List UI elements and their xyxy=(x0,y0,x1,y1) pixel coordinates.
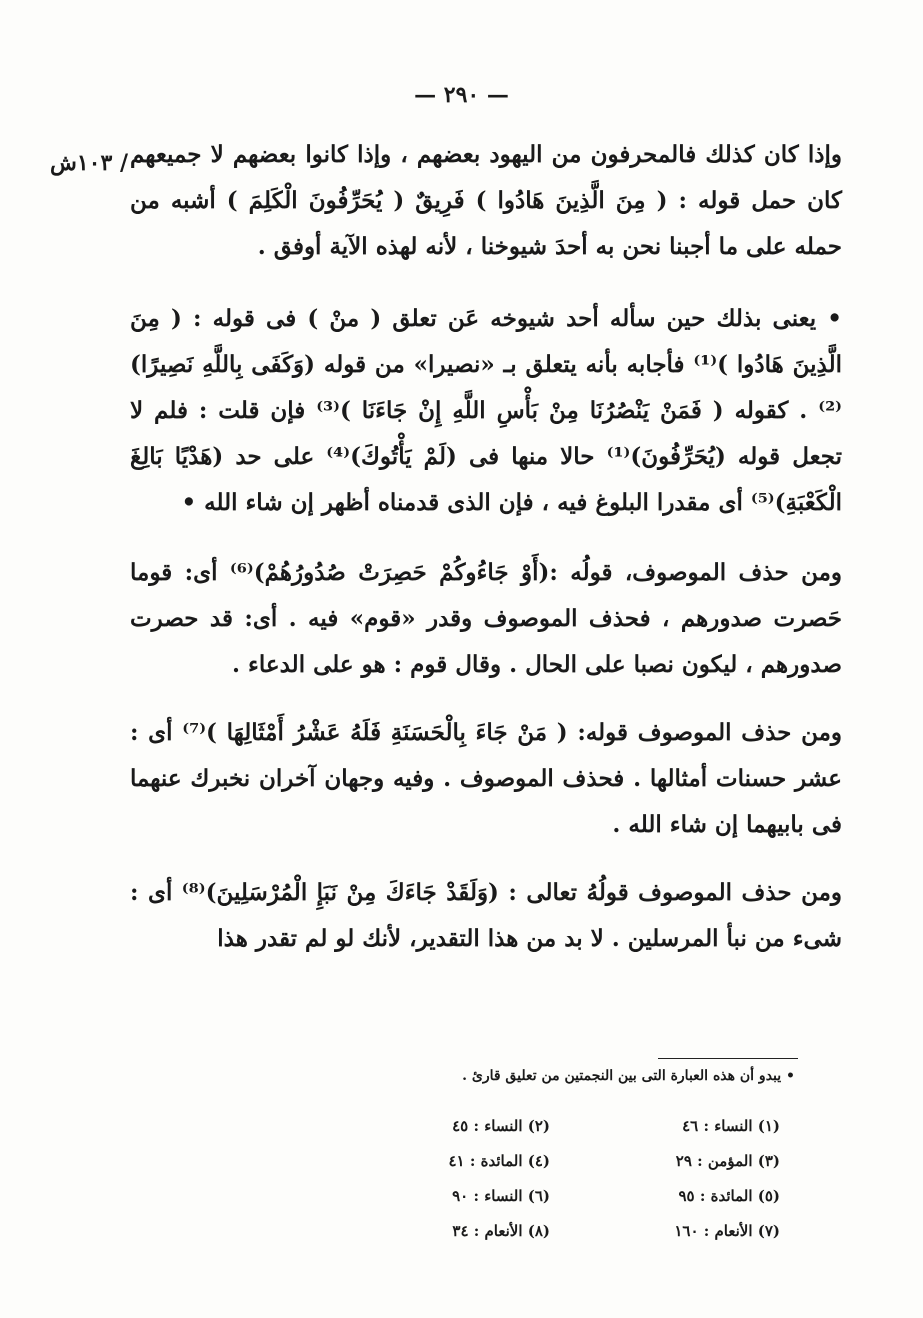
footnote-row xyxy=(320,1108,780,1143)
footnote-entry: (٧) الأنعام : ١٦٠ xyxy=(674,1221,780,1240)
page-number: — ٢٩٠ — xyxy=(414,82,509,108)
footnote-entry: (٣) المؤمن : ٢٩ xyxy=(675,1151,780,1170)
footnote-row xyxy=(320,1143,780,1178)
margin-reference-note: / ١٠٣ش xyxy=(50,150,129,176)
paragraph: • يعنى بذلك حين سأله أحد شيوخه عَن تعلق ( منْ ) فى قوله : ( مِنَ الَّذِينَ هَادُوا )⁽¹⁾ فأجابه بأنه يتعلق بـ «نصيرا» من قوله (وَكَفَى بِاللَّهِ نَصِيرًا)⁽²⁾ . كقوله ( فَمَنْ يَنْصُرُنَا مِنْ بَأْسِ اللَّهِ إِنْ جَاءَنَا )⁽³⁾ فإن قلت : فلم لا تجعل قوله (يُحَرِّفُونَ)⁽¹⁾ حالا منها فى (لَمْ يَأْتُوكَ)⁽⁴⁾ على حد (هَدْيًا بَالِغَ الْكَعْبَةِ)⁽⁵⁾ أى مقدرا البلوغ فيه ، فإن الذى قدمناه أظهر إن شاء الله • xyxy=(130,305,842,516)
paragraph: ومن حذف الموصوف، قولُه :(أَوْ جَاءُوكُمْ حَصِرَتْ صُدُورُهُمْ)⁽⁶⁾ أى: قوما حَصرت صدورهم ، فحذف الموصوف وقدر «قوم» فيه . أى: قد حصرت صدورهم ، ليكون نصبا على الحال . وقال قوم : هو على الدعاء . xyxy=(130,559,843,678)
footnote-entry: (٢) النساء : ٤٥ xyxy=(452,1116,550,1135)
footnote-entry: (١) النساء : ٤٦ xyxy=(682,1116,780,1135)
footnote-divider xyxy=(658,1058,798,1059)
footnote-entry: (٦) النساء : ٩٠ xyxy=(452,1186,550,1205)
footnote-entry: (٥) المائدة : ٩٥ xyxy=(678,1186,780,1205)
paragraph: وإذا كان كذلك فالمحرفون من اليهود بعضهم ، وإذا كانوا بعضهم لا جميعهم كان حمل قوله : ( مِنَ الَّذِينَ هَادُوا ) فَرِيقٌ ( يُحَرِّفُونَ الْكَلِمَ ) أشبه من حمله على ما أجبنا نحن به أحدَ شيوخنا ، لأنه لهذه الآية أوفق . xyxy=(130,141,842,260)
paragraph: ومن حذف الموصوف قوله: ( مَنْ جَاءَ بِالْحَسَنَةِ فَلَهُ عَشْرُ أَمْثَالِهَا )⁽⁷⁾ أى : عشر حسنات أمثالها . فحذف الموصوف . وفيه وجهان آخران نخبرك عنهما فى بابيهما إن شاء الله . xyxy=(130,719,843,838)
main-text-body xyxy=(130,132,842,962)
footnote-entry: (٤) المائدة : ٤١ xyxy=(448,1151,550,1170)
footnote-row xyxy=(320,1178,780,1213)
footnote-entry: (٨) الأنعام : ٣٤ xyxy=(452,1221,550,1240)
footnotes-block xyxy=(320,1108,780,1248)
footnote-row xyxy=(320,1213,780,1248)
footnote-star-note: • يبدو أن هذه العبارة التى بين النجمتين من تعليق قارئ . xyxy=(462,1068,795,1084)
paragraph: ومن حذف الموصوف قولُهُ تعالى : (وَلَقَدْ جَاءَكَ مِنْ نَبَإِ الْمُرْسَلِينَ)⁽⁸⁾ أى : شىء من نبأ المرسلين . لا بد من هذا التقدير، لأنك لو لم تقدر هذا xyxy=(130,879,842,952)
